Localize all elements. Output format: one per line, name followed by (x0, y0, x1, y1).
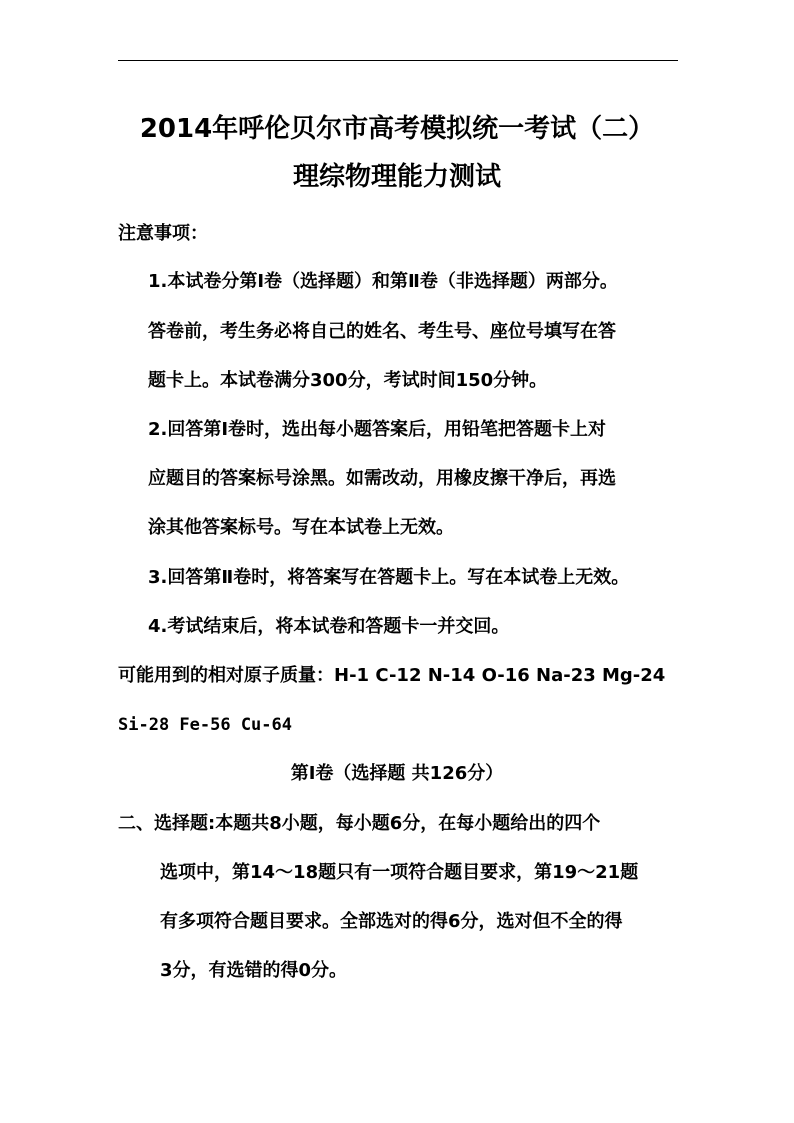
atomic-masses-line-2: Si-28 Fe-56 Cu-64 (118, 715, 292, 735)
note-item-1-line-3: 题卡上。本试卷满分300分，考试时间150分钟。 (148, 370, 548, 391)
note-item-2-line-1: 2.回答第Ⅰ卷时，选出每小题答案后，用铅笔把答题卡上对 (148, 419, 607, 440)
exam-subtitle: 理综物理能力测试 (292, 162, 501, 192)
header-rule (118, 60, 678, 61)
note-item-1-line-2: 答卷前，考生务必将自己的姓名、考生号、座位号填写在答 (148, 321, 616, 342)
section-instructions-line-4: 3分，有选错的得0分。 (160, 960, 348, 981)
note-item-3: 3.回答第Ⅱ卷时，将答案写在答题卡上。写在本试卷上无效。 (148, 567, 630, 588)
section-instructions-line-3: 有多项符合题目要求。全部选对的得6分，选对但不全的得 (160, 911, 623, 932)
note-item-1-line-1: 1.本试卷分第Ⅰ卷（选择题）和第Ⅱ卷（非选择题）两部分。 (148, 271, 618, 292)
note-item-2-line-3: 涂其他答案标号。写在本试卷上无效。 (148, 517, 454, 538)
note-item-4: 4.考试结束后，将本试卷和答题卡一并交回。 (148, 616, 510, 637)
note-item-2-line-2: 应题目的答案标号涂黑。如需改动，用橡皮擦干净后，再选 (148, 468, 616, 489)
exam-title: 2014年呼伦贝尔市高考模拟统一考试（二） (139, 114, 655, 144)
notes-heading: 注意事项： (118, 223, 208, 244)
section-heading: 第Ⅰ卷（选择题 共126分） (290, 763, 504, 784)
atomic-masses-line-1: 可能用到的相对原子质量：H-1 C-12 N-14 O-16 Na-23 Mg-24 (118, 665, 666, 686)
section-instructions-line-2: 选项中，第14～18题只有一项符合题目要求，第19～21题 (160, 862, 639, 883)
section-instructions-line-1: 二、选择题:本题共8小题，每小题6分，在每小题给出的四个 (118, 813, 601, 834)
